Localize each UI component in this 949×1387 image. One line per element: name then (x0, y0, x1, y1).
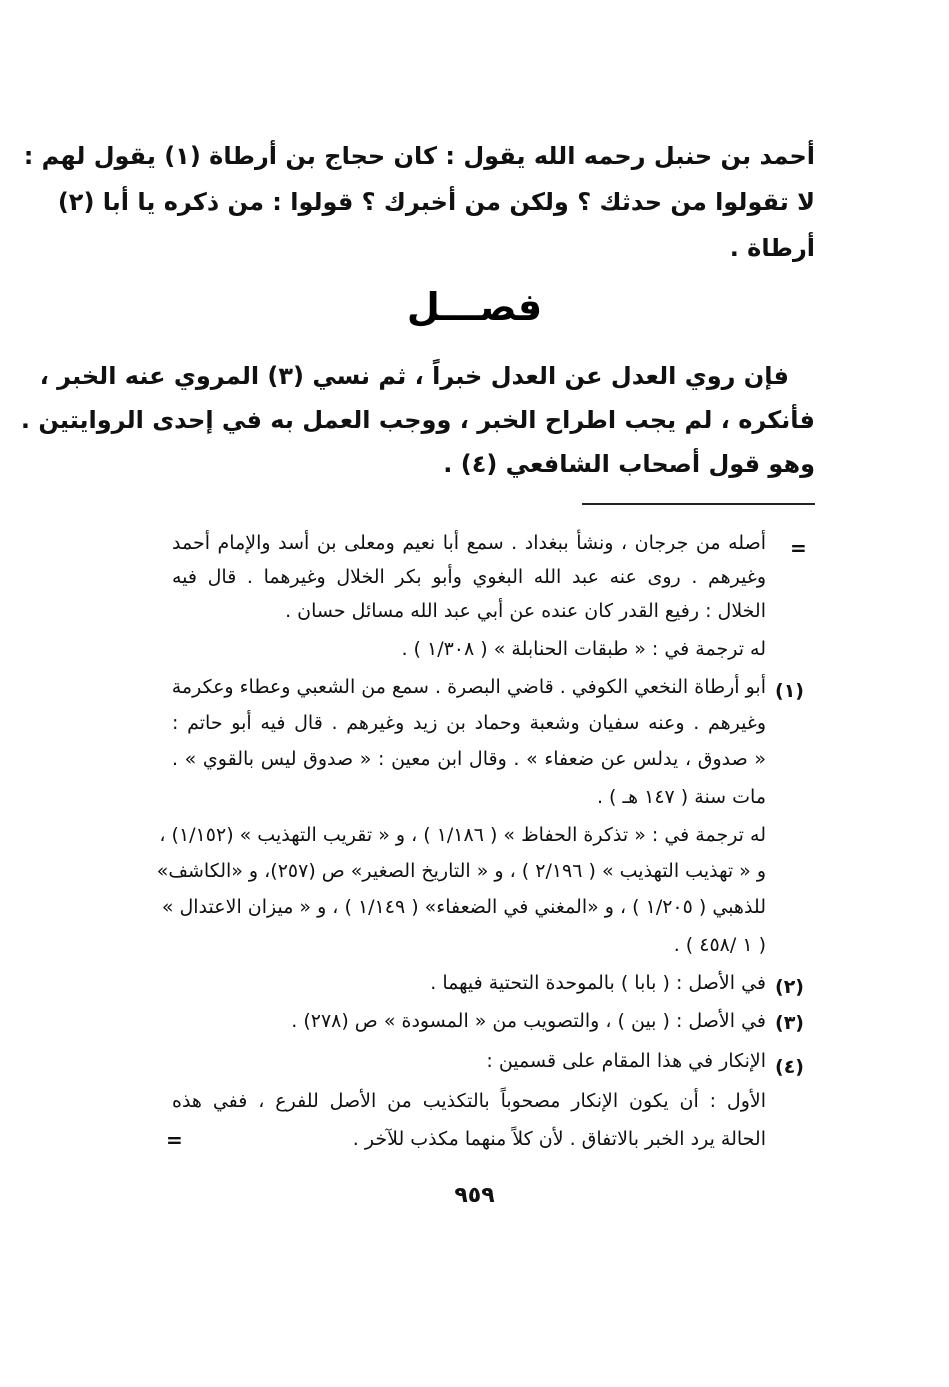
footnote-4-cont-line-2: الحالة يرد الخبر بالاتفاق . لأن كلاً منهما مكذب للآخر . (352, 1128, 766, 1150)
section-title: فصـــل (406, 285, 543, 329)
continuation-line-4: له ترجمة في : « طبقات الحنابلة » ( ١/٣٠٨ ) . (401, 638, 766, 660)
main-paragraph-2-line-1: فإن روي العدل عن العدل خبراً ، ثم نسي (٣) المروي عنه الخبر ، (39, 362, 789, 390)
footnote-separator (582, 503, 815, 505)
footnote-2-text: في الأصل : ( بابا ) بالموحدة التحتية فيهما . (430, 972, 766, 994)
footnote-1-line-3: « صدوق ، يدلس عن ضعفاء » . وقال ابن معين : « صدوق ليس بالقوي » . (172, 748, 766, 770)
footnote-4-number: (٤) (775, 1056, 804, 1078)
footnote-1-line-2: وغيرهم . وعنه سفيان وشعبة وحماد بن زيد وغيرهم . قال فيه أبو حاتم : (172, 712, 766, 734)
footnote-1-refs-line-4: ( ١ /٤٥٨ ) . (673, 934, 766, 956)
footnote-3-number: (٣) (775, 1012, 804, 1034)
main-paragraph-2-line-2: فأنكره ، لم يجب اطراح الخبر ، ووجب العمل به في إحدى الروايتين . (20, 406, 815, 434)
main-paragraph-2-line-3: وهو قول أصحاب الشافعي (٤) . (443, 450, 815, 478)
main-paragraph-1-line-1: أحمد بن حنبل رحمه الله يقول : كان حجاج بن أرطاة (١) يقول لهم : (23, 142, 815, 170)
footnote-1-refs-line-3: للذهبي ( ١/٢٠٥ ) ، و «المغني في الضعفاء» ( ١/١٤٩ ) ، و « ميزان الاعتدال » (161, 896, 766, 918)
footnote-4-cont-line-1: الأول : أن يكون الإنكار مصحوباً بالتكذيب من الأصل للفرع ، ففي هذه (172, 1090, 766, 1112)
footnote-1-line-1: أبو أرطاة النخعي الكوفي . قاضي البصرة . سمع من الشعبي وعطاء وعكرمة (171, 676, 766, 698)
continuation-line-3: الخلال : رفيع القدر كان عنده عن أبي عبد الله مسائل حسان . (285, 600, 766, 622)
footnote-1-number: (١) (775, 680, 804, 702)
footnote-1-refs-line-1: له ترجمة في : « تذكرة الحفاظ » ( ١/١٨٦ ) ، و « تقريب التهذيب » (١/١٥٢) ، (159, 824, 766, 846)
footnote-2-number: (٢) (775, 976, 804, 998)
footnote-1-refs-line-2: و « تهذيب التهذيب » ( ٢/١٩٦ ) ، و « التاريخ الصغير» ص (٢٥٧)، و «الكاشف» (156, 860, 766, 882)
continuation-mark: = (790, 536, 807, 560)
continuation-line-2: وغيرهم . روى عنه عبد الله البغوي وأبو بكر الخلال وغيرهما . قال فيه (172, 566, 766, 588)
end-continuation-mark: = (166, 1128, 183, 1152)
main-paragraph-1-line-2: لا تقولوا من حدثك ؟ ولكن من أخبرك ؟ قولوا : من ذكره يا أبا (٢) (57, 188, 815, 216)
footnote-4-text: الإنكار في هذا المقام على قسمين : (486, 1050, 766, 1072)
continuation-line-1: أصله من جرجان ، ونشأ ببغداد . سمع أبا نعيم ومعلى بن أسد والإمام أحمد (172, 532, 766, 554)
footnote-3-text: في الأصل : ( بين ) ، والتصويب من « المسودة » ص (٢٧٨) . (291, 1010, 766, 1032)
page-number: ٩٥٩ (454, 1183, 495, 1208)
main-paragraph-1-line-3: أرطاة . (729, 234, 815, 262)
footnote-1-line-4: مات سنة ( ١٤٧ هـ ) . (596, 786, 766, 808)
